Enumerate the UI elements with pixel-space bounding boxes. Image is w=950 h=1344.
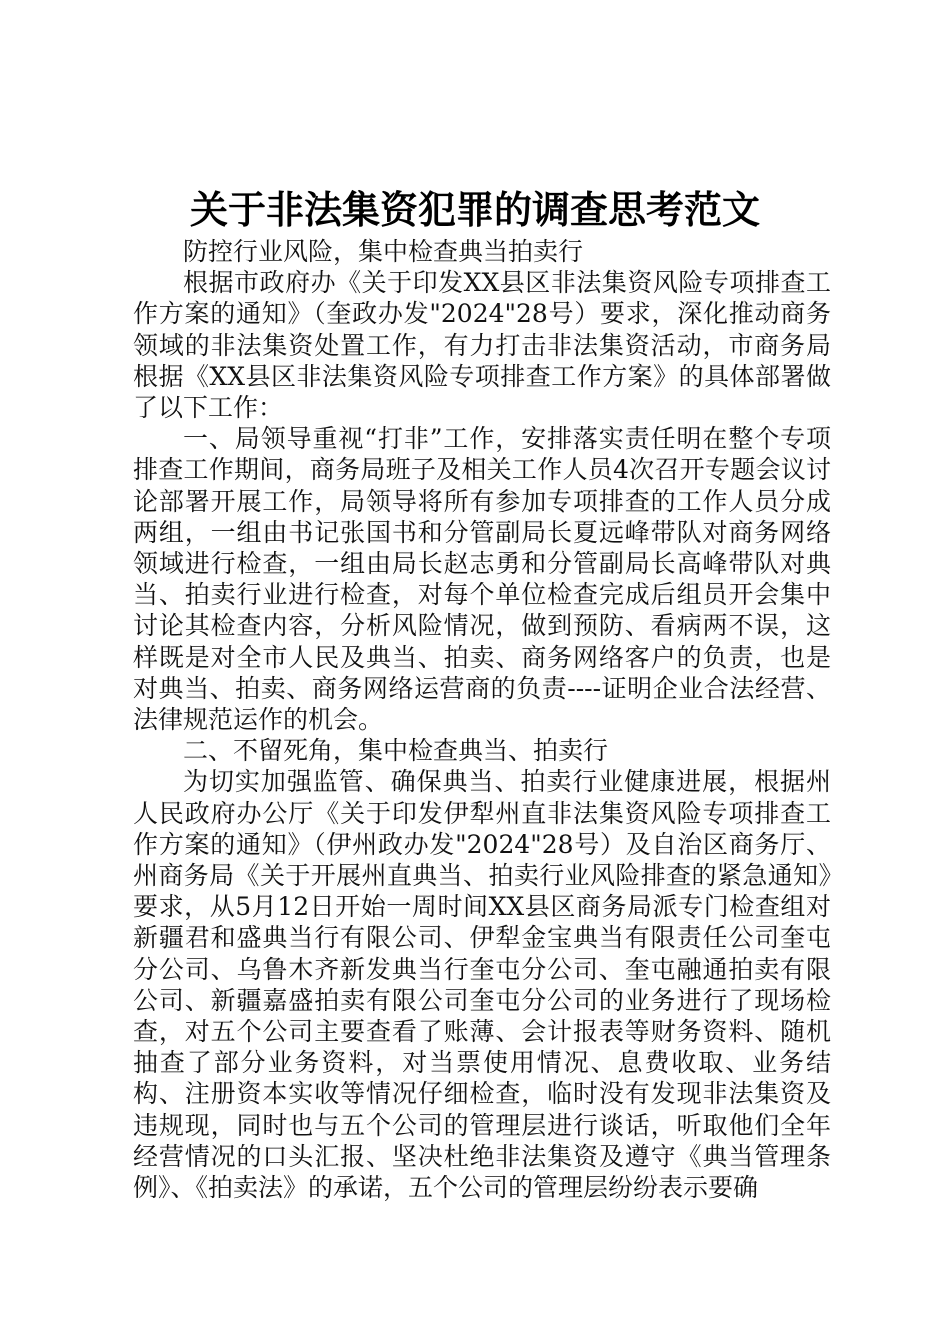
section-subtitle: 防控行业风险，集中检查典当拍卖行 <box>183 237 584 266</box>
document-title: 关于非法集资犯罪的调查思考范文 <box>189 187 760 232</box>
body-paragraph: 为切实加强监管、确保典当、拍卖行业健康进展，根据州人民政府办公厅《关于印发伊犁州直非法集资风险专项排查工作方案的通知》（伊州政办发"2024"28号）及自治区商务厅、州商务局《关于开展州直典当、拍卖行业风险排查的紧急通知》要求，从5月12日开始一周时间XX县区商务局派专门检查组对新疆君和盛典当行有限公司、伊犁金宝典当有限责任公司奎屯分公司、乌鲁木齐新发典当行奎屯分公司、奎屯融通拍卖有限公司、新疆嘉盛拍卖有限公司奎屯分公司的业务进行了现场检查，对五个公司主要查看了账薄、会计报表等财务资料、随机抽查了部分业务资料，对当票使用情况、息费收取、业务结构、注册资本实收等情况仔细检查，临时没有发现非法集资及违规现，同时也与五个公司的管理层进行谈话，听取他们全年经营情况的口头汇报、坚决杜绝非法集资及遵守《典当管理条例》、《拍卖法》的承诺，五个公司的管理层纷纷表示要确 <box>133 767 831 1203</box>
body-paragraph: 一、局领导重视“打非”工作，安排落实责任明在整个专项排查工作期间，商务局班子及相关工作人员4次召开专题会议讨论部署开展工作，局领导将所有参加专项排查的工作人员分成两组，一组由书记张国书和分管副局长夏远峰带队对商务网络领域进行检查，一组由局长赵志勇和分管副局长高峰带队对典当、拍卖行业进行检查，对每个单位检查完成后组员开会集中讨论其检查内容，分析风险情况，做到预防、看病两不误，这样既是对全市人民及典当、拍卖、商务网络客户的负责，也是对典当、拍卖、商务网络运营商的负责----证明企业合法经营、法律规范运作的机会。 <box>133 424 831 735</box>
section-heading: 二、不留死角，集中检查典当、拍卖行 <box>183 736 609 766</box>
body-paragraph: 根据市政府办《关于印发XX县区非法集资风险专项排查工作方案的通知》（奎政办发"2024"28号）要求，深化推动商务领域的非法集资处置工作，有力打击非法集资活动，市商务局根据《XX县区非法集资风险专项排查工作方案》的具体部署做了以下工作： <box>133 268 831 423</box>
document-body <box>133 236 831 1203</box>
